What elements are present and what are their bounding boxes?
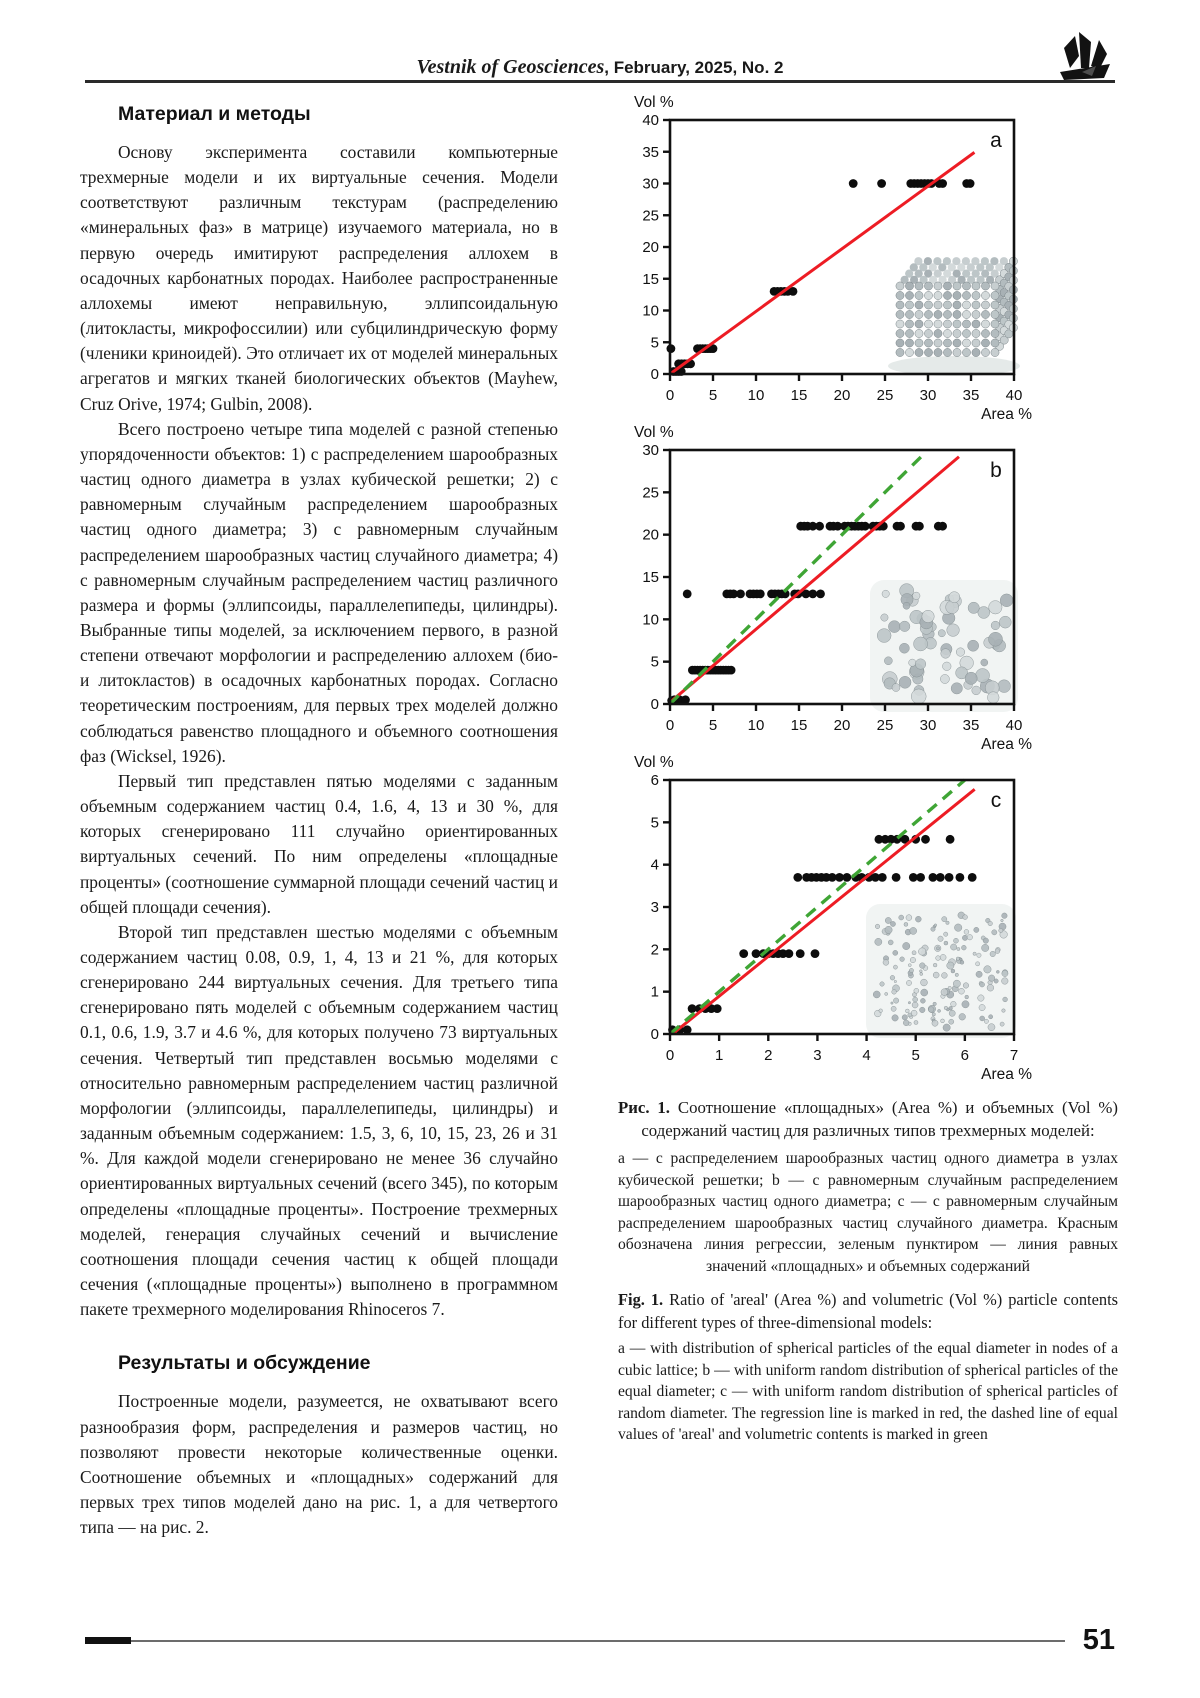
inset-3d-model-image — [888, 257, 1020, 376]
svg-text:0: 0 — [665, 717, 675, 734]
svg-text:30: 30 — [919, 387, 937, 404]
x-axis-label: Area % — [981, 736, 1032, 750]
figure-caption-en-title-text: Ratio of 'areal' (Area %) and volumetric (Vol %) particle contents for different types of three-dimensional models: — [618, 1290, 1118, 1332]
svg-text:0: 0 — [650, 696, 659, 713]
svg-text:5: 5 — [650, 653, 659, 671]
figure-caption-ru-title-text: Соотношение «площадных» (Area %) и объемных (Vol %) содержаний частиц для различных типов трехмерных моделей: — [641, 1098, 1118, 1140]
journal-name: Vestnik of Geosciences — [416, 56, 605, 78]
y-axis-label: Vol % — [634, 94, 674, 111]
x-axis-label: Area % — [981, 406, 1032, 420]
svg-text:3: 3 — [650, 899, 659, 916]
section-title-materials-methods: Материал и методы — [118, 103, 311, 125]
body-paragraph: Основу эксперимента составили компьютерные трехмерные модели и их виртуальные сечения. Модели соответствуют различным текстурам (распределению «минеральных фаз» в матрице) изучаемого материала, но в первую очередь имитируют распределения аллохем в осадочных карбонатных породах. Наиболее распространенные аллохемы имеют неправильную, эллипсоидальную (литокласты, микрофоссилии) или субцилиндрическую форму (членики криноидей). Это отличает их от моделей минеральных агрегатов и мягких тканей биологических объектов (Mayhew, Cruz Orive, 1974; Gulbin, 2008). — [80, 142, 558, 414]
svg-text:15: 15 — [790, 387, 808, 404]
svg-text:20: 20 — [833, 387, 851, 404]
svg-text:35: 35 — [962, 387, 980, 404]
svg-text:20: 20 — [833, 717, 851, 734]
figure-column — [618, 92, 1118, 1446]
scatter-chart-svg-c — [618, 752, 1118, 1080]
journal-crystals-logo-icon — [1052, 28, 1114, 80]
page-number: 51 — [1082, 1624, 1115, 1656]
scatter-plot-panel-c — [618, 752, 1118, 1080]
svg-text:30: 30 — [919, 717, 937, 734]
svg-text:25: 25 — [876, 387, 894, 404]
body-paragraph: Всего построено четыре типа моделей с разной степенью упорядоченности объектов: 1) с распределением шарообразных частиц одного диаметра в узлах кубической решетки; 2) с равномерным случайным распределением шарообразных частиц одного диаметра; 3) с равномерным случайным распределением шарообразных частиц случайного диаметра; 4) с равномерным случайным распределением частиц различного размера и формы (эллипсоиды, параллелепипеды, цилиндры). Выбранные типы моделей, за исключением первого, в разной степени отвечают морфологии и распределению аллохем (био- и литокластов) в осадочных карбонатных породах. Согласно теоретическим построениям, для первых трех моделей должно соблюдаться равенство площадного и объемного соотношения фаз (Wicksel, 1926). — [80, 418, 558, 766]
svg-text:40: 40 — [642, 112, 659, 129]
svg-text:6: 6 — [960, 1047, 970, 1064]
page-header — [0, 56, 1200, 79]
svg-text:10: 10 — [642, 611, 659, 629]
body-paragraph: Построенные модели, разумеется, не охватывают всего разнообразия форм, распределения и размеров частиц, но позволяют провести некоторые количественные оценки. Соотношение объемных и «площадных» содержаний для первых трех типов моделей дано на рис. 1, а для четвертого типа — на рис. 2. — [80, 1391, 558, 1538]
svg-text:20: 20 — [642, 526, 659, 544]
svg-text:5: 5 — [911, 1047, 920, 1064]
section-title-results-discussion: Результаты и обсуждение — [118, 1352, 371, 1375]
svg-text:10: 10 — [642, 302, 659, 320]
svg-text:40: 40 — [1005, 717, 1023, 734]
scatter-chart-svg-a — [618, 92, 1118, 420]
svg-text:25: 25 — [642, 207, 659, 225]
inset-3d-model-image — [870, 580, 1018, 712]
svg-text:1: 1 — [714, 1047, 724, 1064]
body-paragraph: Второй тип представлен шестью моделями с объемным содержанием частиц 0.08, 0.9, 1, 4, 13 и 21 %, для которых сгенерировано 244 виртуальных сечения. Для третьего типа сгенерировано пять моделей с объемным содержанием частиц 0.1, 0.6, 1.9, 3.7 и 4.6 %, для которых получено 73 виртуальных сечения. Четвертый тип представлен восьмью моделями с относительно равномерным распределением частиц различной морфологии (эллипсоиды, параллелепипеды, цилиндры) и заданным объемным содержанием: 1.5, 3, 6, 10, 15, 23, 26 и 31 %. Для каждой модели сгенерировано не менее 36 случайно ориентированных виртуальных сечений (всего 345), по которым определены «площадные проценты». Построение трехмерных моделей, генерация случайных сечений и вычисление соотношения площади сечения частиц к общей площади сечения («площадные проценты») выполнено в программном пакете трехмерного моделирования Rhinoceros 7. — [80, 921, 558, 1320]
svg-text:15: 15 — [790, 717, 808, 734]
svg-text:2: 2 — [764, 1047, 773, 1064]
panel-letter: c — [990, 789, 1002, 812]
figure-caption-ru-lead: Рис. 1. — [618, 1098, 671, 1117]
svg-text:30: 30 — [642, 442, 659, 459]
svg-text:4: 4 — [650, 856, 659, 874]
figure-caption-en-lead: Fig. 1. — [618, 1290, 664, 1309]
page-footer — [85, 1624, 1115, 1658]
panel-letter: b — [990, 459, 1002, 482]
svg-text:30: 30 — [642, 175, 659, 193]
svg-text:7: 7 — [1009, 1047, 1019, 1064]
figure-caption-ru-desc: a — с распределением шарообразных частиц одного диаметра в узлах кубической решетки; b — с равномерным случайным распределением шарообразных частиц одного диаметра; c — с равномерным случайным распределением шарообразных частиц случайного диаметра. Красным обозначена линия регрессии, зеленым пунктиром — линия равных значений «площадных» и объемных содержаний — [618, 1150, 1118, 1275]
svg-text:35: 35 — [642, 143, 659, 161]
svg-text:5: 5 — [708, 387, 718, 404]
svg-text:4: 4 — [862, 1047, 871, 1064]
svg-text:5: 5 — [650, 814, 659, 832]
figure-caption-en-desc: a — with distribution of spherical particles of the equal diameter in nodes of a cubic lattice; b — with uniform random distribution of spherical particles of the equal diameter; c — with uniform random distribution of spherical particles of random diameter. The regression line is marked in red, the dashed line of equal values of 'areal' and volumetric contents is marked in green — [618, 1340, 1118, 1443]
svg-text:15: 15 — [642, 270, 659, 288]
svg-text:3: 3 — [813, 1047, 822, 1064]
figure-caption-en-title — [618, 1289, 1118, 1334]
x-axis-label: Area % — [981, 1066, 1032, 1080]
svg-text:2: 2 — [650, 941, 659, 959]
figure-caption-ru-title — [618, 1096, 1118, 1142]
svg-text:25: 25 — [876, 717, 894, 734]
y-axis-label: Vol % — [634, 754, 674, 771]
journal-issue: , February, 2025, No. 2 — [604, 58, 784, 77]
svg-text:10: 10 — [747, 387, 765, 404]
header-rule — [85, 80, 1115, 83]
panel-letter: a — [990, 129, 1002, 152]
y-axis-label: Vol % — [634, 424, 674, 441]
svg-text:5: 5 — [708, 717, 718, 734]
left-text-column — [80, 103, 558, 1540]
scatter-plot-panel-a — [618, 92, 1118, 420]
svg-text:0: 0 — [650, 366, 659, 383]
footer-rule-accent — [85, 1637, 131, 1644]
svg-text:20: 20 — [642, 239, 659, 256]
svg-text:10: 10 — [747, 717, 765, 734]
svg-text:1: 1 — [650, 983, 659, 1001]
body-paragraph: Первый тип представлен пятью моделями с заданным объемным содержанием частиц 0.4, 1.6, 4, 13 и 30 %, для которых сгенерировано 111 случайно ориентированных виртуальных сечений. По ним определены «площадные проценты» (соотношение суммарной площади сечений частиц и общей площади сечения). — [80, 770, 558, 917]
svg-text:15: 15 — [642, 569, 659, 586]
footer-rule — [85, 1640, 1065, 1642]
svg-text:40: 40 — [1005, 387, 1023, 404]
svg-text:0: 0 — [665, 1047, 675, 1064]
inset-3d-model-image — [866, 904, 1016, 1038]
svg-text:5: 5 — [650, 334, 659, 352]
scatter-plot-panel-b — [618, 422, 1118, 750]
svg-text:35: 35 — [962, 717, 980, 734]
svg-text:0: 0 — [665, 387, 675, 404]
svg-text:0: 0 — [650, 1026, 659, 1043]
scatter-chart-svg-b — [618, 422, 1118, 750]
svg-text:6: 6 — [650, 772, 659, 789]
svg-text:25: 25 — [642, 484, 659, 502]
